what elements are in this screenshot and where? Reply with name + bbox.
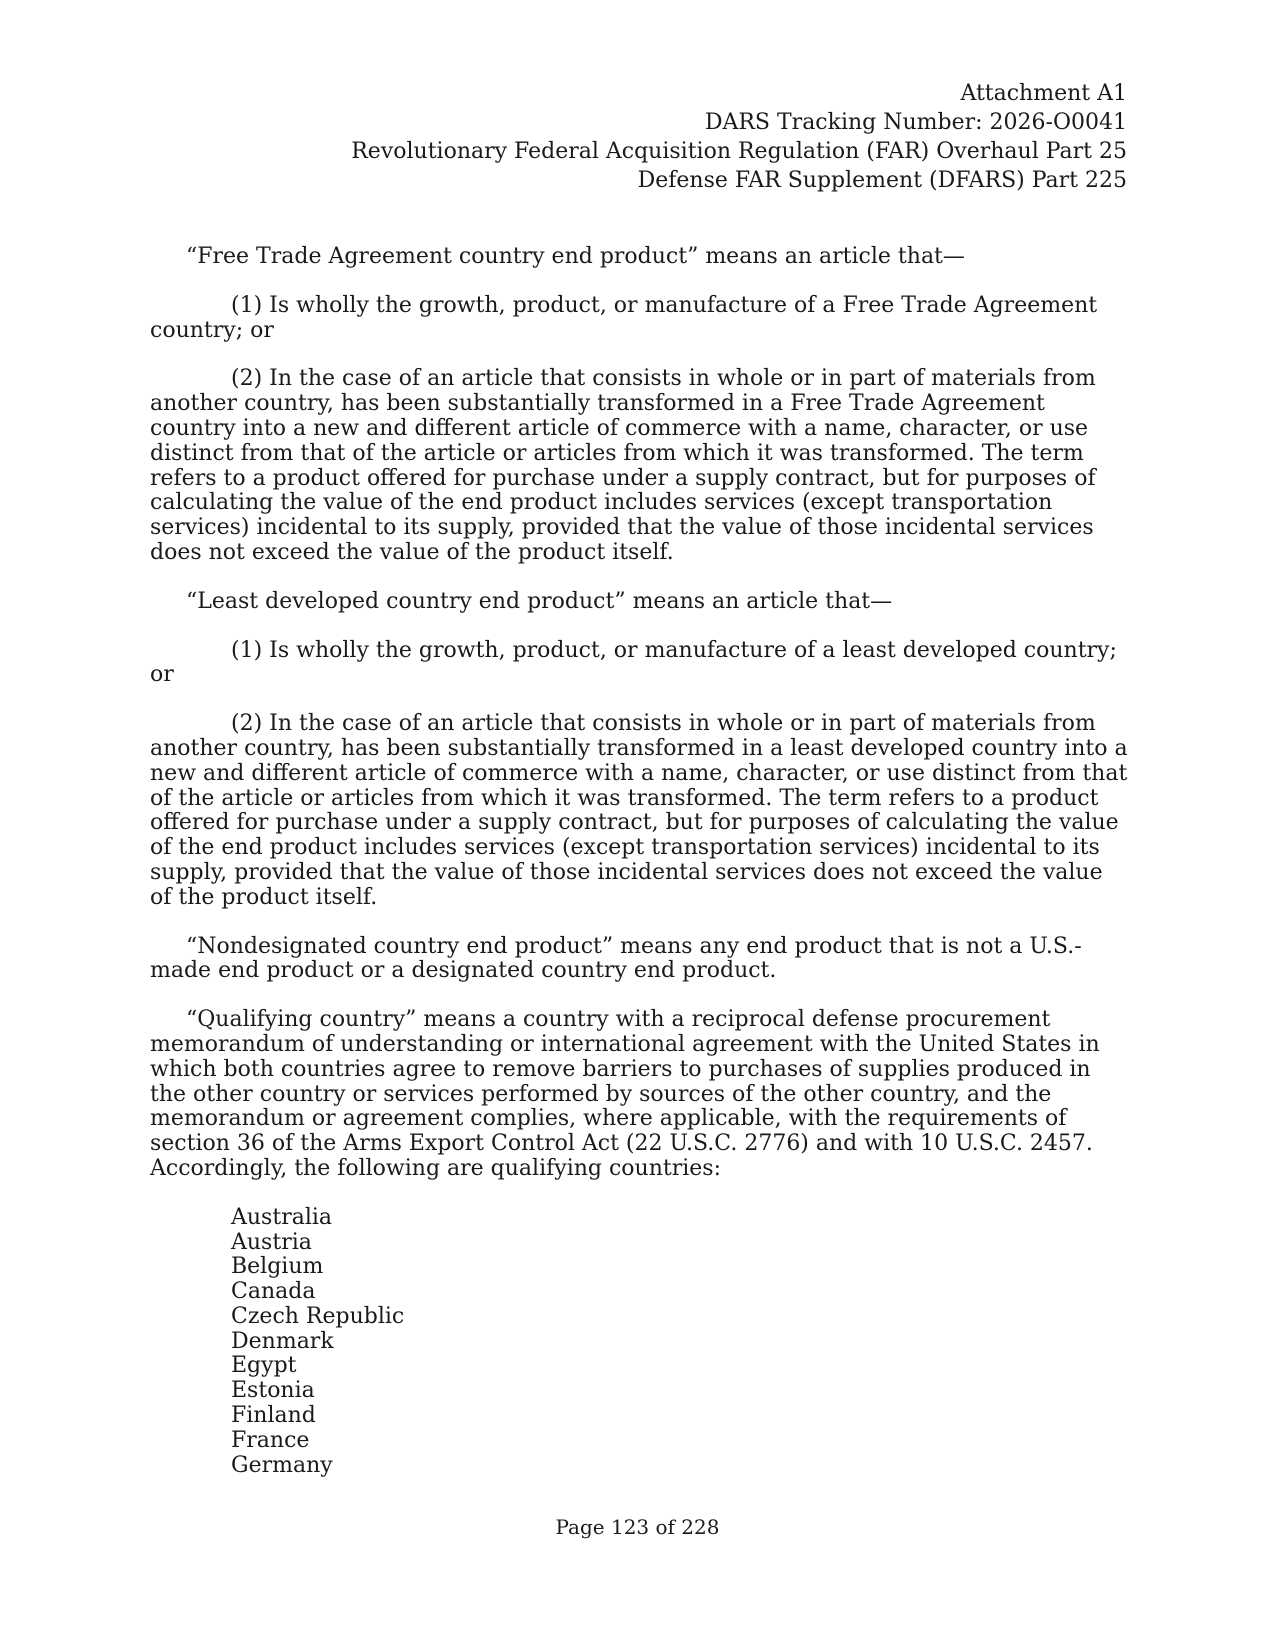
attachment-label: Attachment A1	[960, 81, 1127, 106]
list-item: Canada	[231, 1279, 316, 1305]
definition-least-developed-end-product: “Least developed country end product” means an article that—	[186, 588, 893, 614]
list-item: Germany	[231, 1452, 333, 1478]
list-item: Egypt	[231, 1353, 297, 1379]
list-item: Belgium	[231, 1254, 324, 1280]
list-item: Australia	[231, 1204, 333, 1230]
fta-subparagraph-1: (1) Is wholly the growth, product, or manufacture of a Free Trade Agreement country; or	[150, 292, 1098, 343]
definition-qualifying-country: “Qualifying country” means a country with a reciprocal defense procurement memorandum of understanding or international agreement with the United States in which both countries agree to remove barriers to purchases of supplies produced in the other country or services performed by sources of the other country, and the memorandum or agreement complies, where applicable, with the requirements of section 36 of the Arms Export Control Act (22 U.S.C. 2776) and with 10 U.S.C. 2457. Accordingly, the following are qualifying countries:	[150, 1007, 1100, 1181]
document-body	[150, 245, 1130, 1478]
list-item: France	[231, 1427, 310, 1453]
definition-nondesignated-end-product: “Nondesignated country end product” means any end product that is not a U.S.-made end product or a designated country end product.	[150, 933, 1082, 984]
ldc-subparagraph-1: (1) Is wholly the growth, product, or manufacture of a least developed country; or	[150, 637, 1117, 688]
document-header	[351, 79, 1127, 195]
list-item: Austria	[231, 1229, 312, 1255]
list-item: Denmark	[231, 1328, 334, 1354]
tracking-number: DARS Tracking Number: 2026-O0041	[704, 110, 1127, 135]
list-item: Estonia	[231, 1378, 315, 1404]
fta-subparagraph-2: (2) In the case of an article that consists in whole or in part of materials from another country, has been substantially transformed in a Free Trade Agreement country into a new and different article of commerce with a name, character, or use distinct from that of the article or articles from which it was transformed. The term refers to a product offered for purchase under a supply contract, but for purposes of calculating the value of the end product includes services (except transportation services) incidental to its supply, provided that the value of those incidental services does not exceed the value of the product itself.	[150, 366, 1096, 565]
far-part-title: Revolutionary Federal Acquisition Regulation (FAR) Overhaul Part 25	[351, 139, 1127, 164]
definition-fta-end-product: “Free Trade Agreement country end product” means an article that—	[186, 244, 965, 269]
qualifying-country-list	[150, 1206, 1130, 1479]
list-item: Finland	[231, 1403, 316, 1429]
list-item: Czech Republic	[231, 1303, 405, 1329]
ldc-subparagraph-2: (2) In the case of an article that consists in whole or in part of materials from another country, has been substantially transformed in a least developed country into a new and different article of commerce with a name, character, or use distinct from that of the article or articles from which it was transformed. The term refers to a product offered for purchase under a supply contract, but for purposes of calculating the value of the end product includes services (except transportation services) incidental to its supply, provided that the value of those incidental services does not exceed the value of the product itself.	[150, 711, 1128, 910]
page-number: Page 123 of 228	[555, 1515, 720, 1539]
dfars-part-title: Defense FAR Supplement (DFARS) Part 225	[637, 168, 1127, 193]
